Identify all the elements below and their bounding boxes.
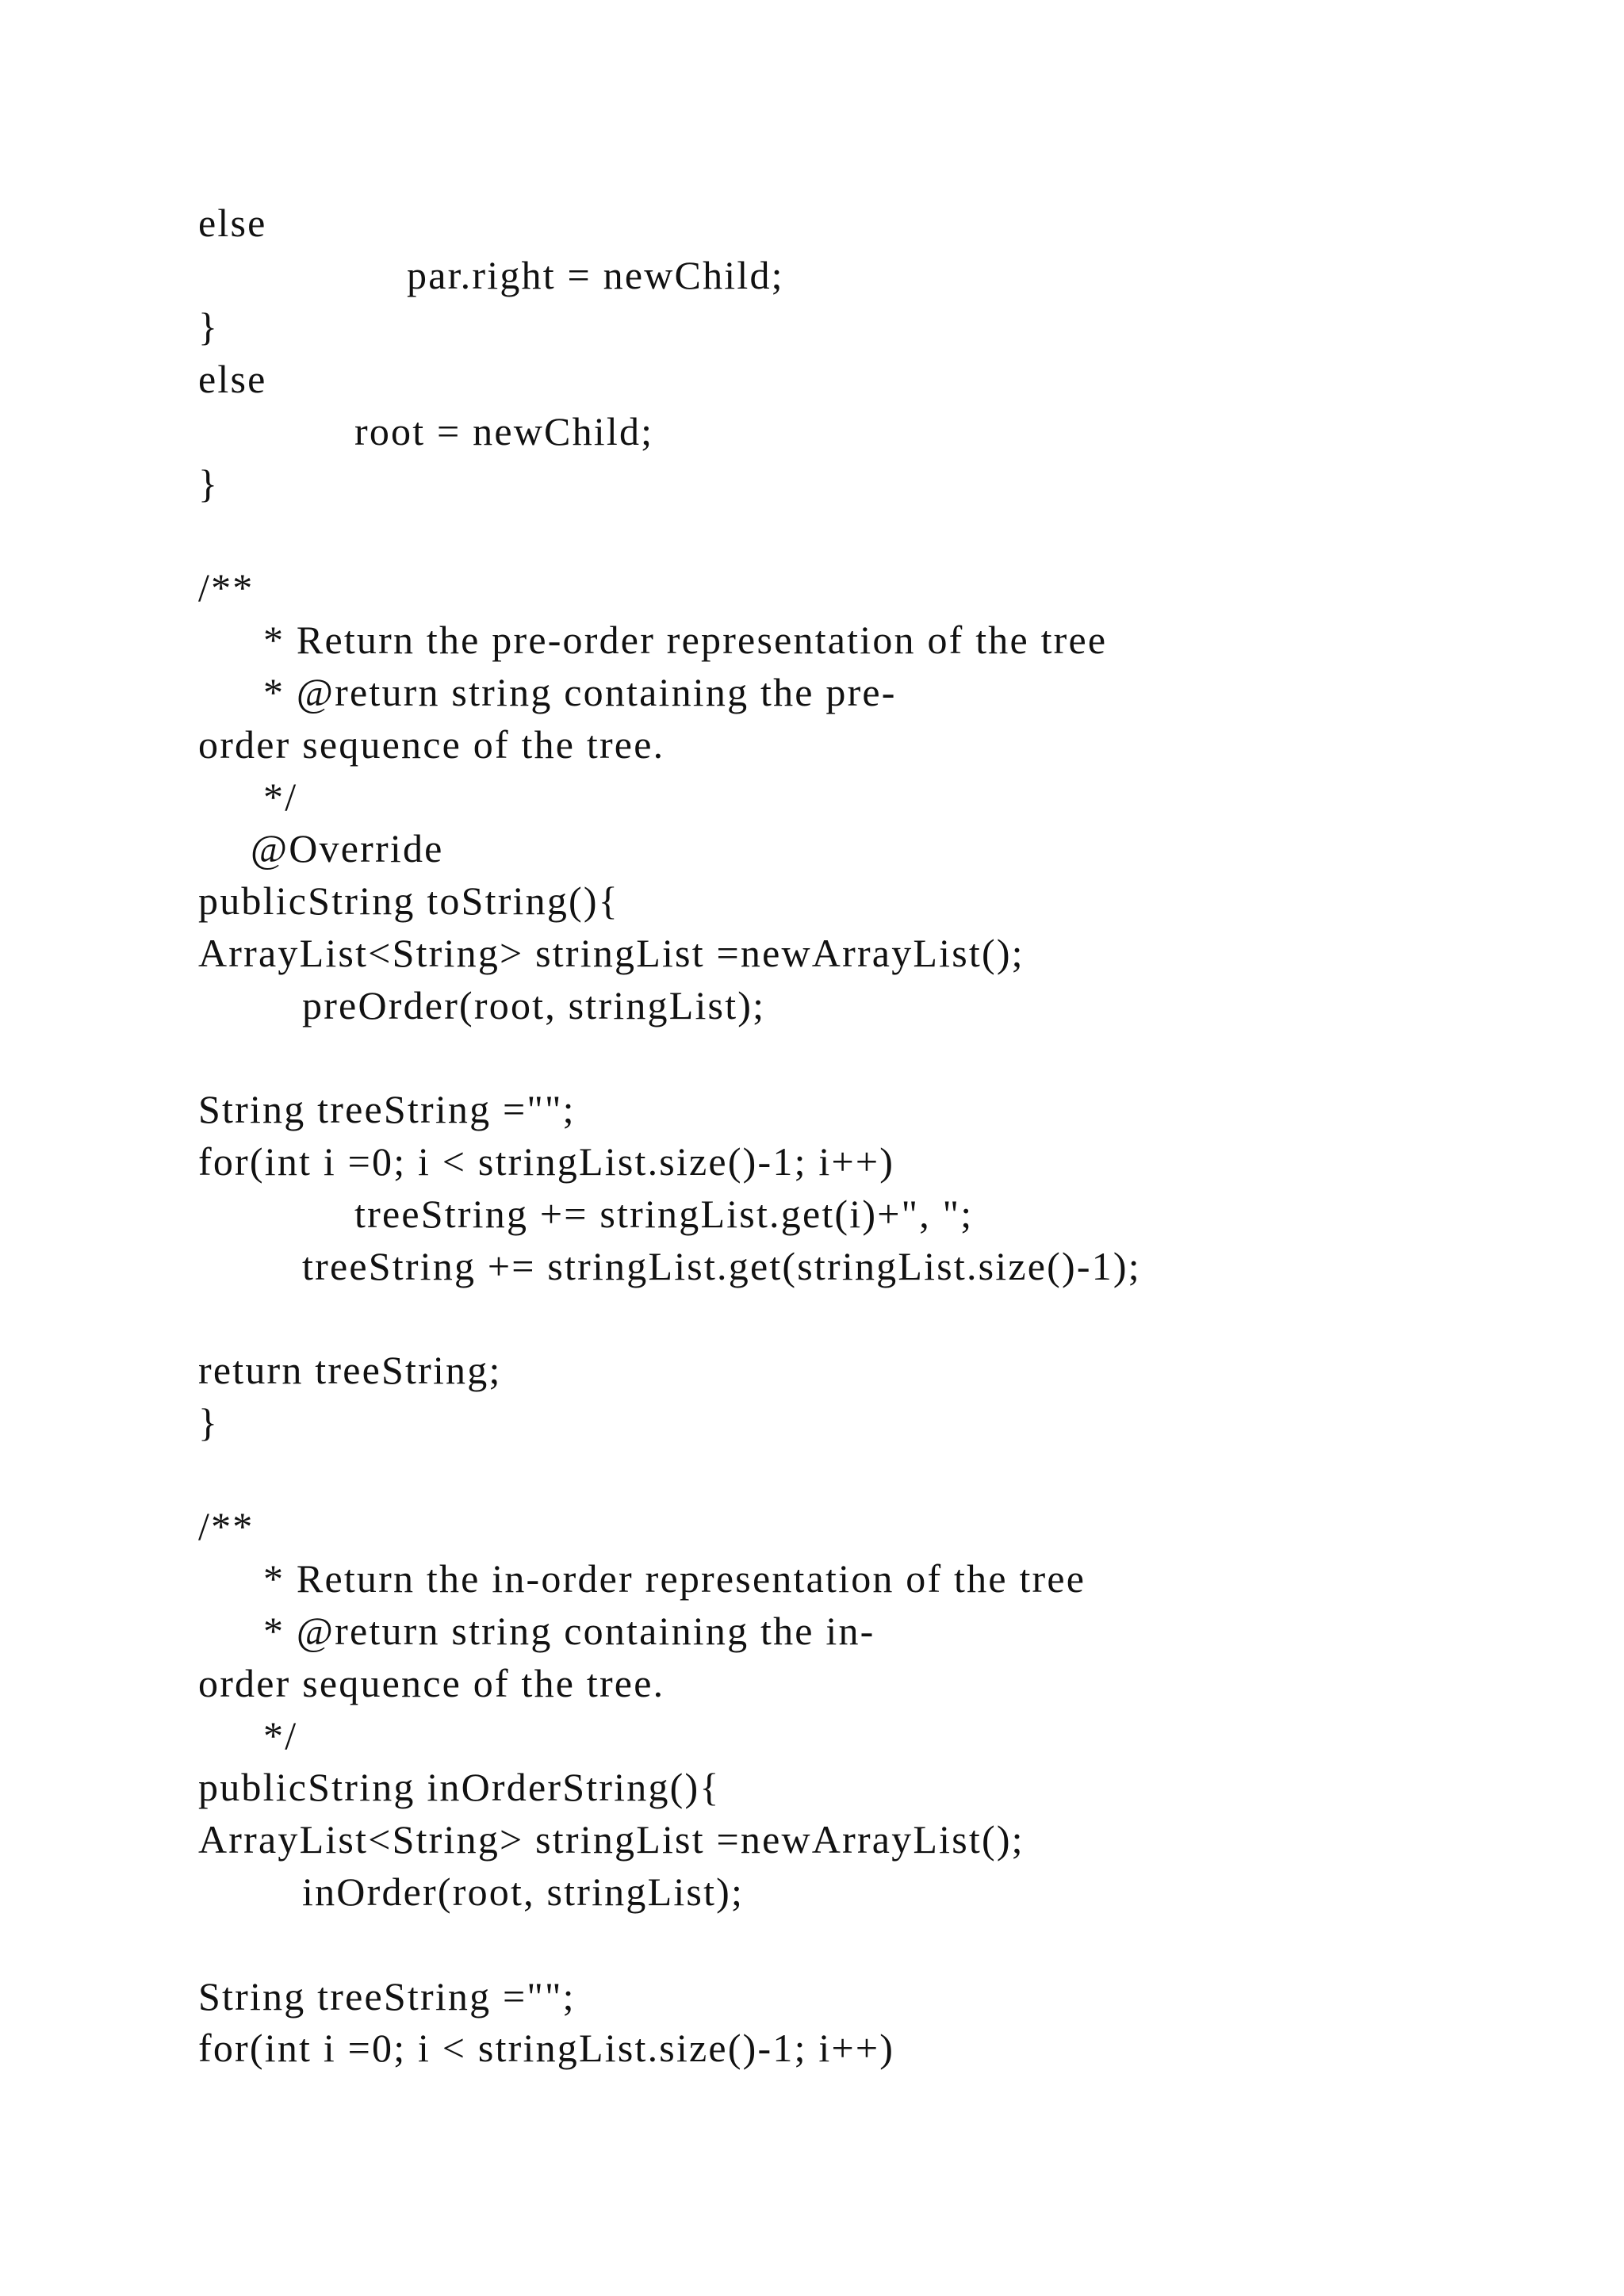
code-line: * @return string containing the in-	[263, 1609, 875, 1653]
code-line: root = newChild;	[354, 409, 654, 453]
code-line: String treeString ="";	[198, 1087, 576, 1131]
code-line: */	[263, 1713, 298, 1758]
code-line: ArrayList<String> stringList =newArrayList();	[198, 1817, 1025, 1862]
code-line: * Return the pre-order representation of the tree	[263, 618, 1108, 662]
code-line: order sequence of the tree.	[198, 722, 665, 767]
code-line: String treeString ="";	[198, 1974, 576, 2019]
code-line: publicString toString(){	[198, 878, 619, 923]
code-line: treeString += stringList.get(stringList.size()-1);	[302, 1244, 1141, 1288]
code-line: preOrder(root, stringList);	[302, 983, 766, 1027]
code-line: /**	[198, 565, 255, 610]
code-line: }	[198, 1400, 220, 1445]
code-line: }	[198, 304, 220, 349]
code-line: inOrder(root, stringList);	[302, 1869, 745, 1914]
code-line: else	[198, 357, 267, 401]
code-line: */	[263, 775, 298, 819]
code-line: * Return the in-order representation of the tree	[263, 1556, 1086, 1601]
code-line: /**	[198, 1504, 255, 1548]
code-line: publicString inOrderString(){	[198, 1765, 721, 1809]
code-line: par.right = newChild;	[407, 253, 784, 297]
code-line: order sequence of the tree.	[198, 1661, 665, 1705]
code-line: return treeString;	[198, 1348, 502, 1392]
code-line: * @return string containing the pre-	[263, 670, 897, 714]
code-line: ArrayList<String> stringList =newArrayList();	[198, 931, 1025, 975]
code-line: treeString += stringList.get(i)+", ";	[354, 1192, 974, 1236]
code-line: else	[198, 201, 267, 245]
code-line: }	[198, 461, 220, 506]
code-line: for(int i =0; i < stringList.size()-1; i++)	[198, 2026, 895, 2070]
code-line: @Override	[251, 826, 444, 871]
code-line: for(int i =0; i < stringList.size()-1; i++)	[198, 1139, 895, 1184]
